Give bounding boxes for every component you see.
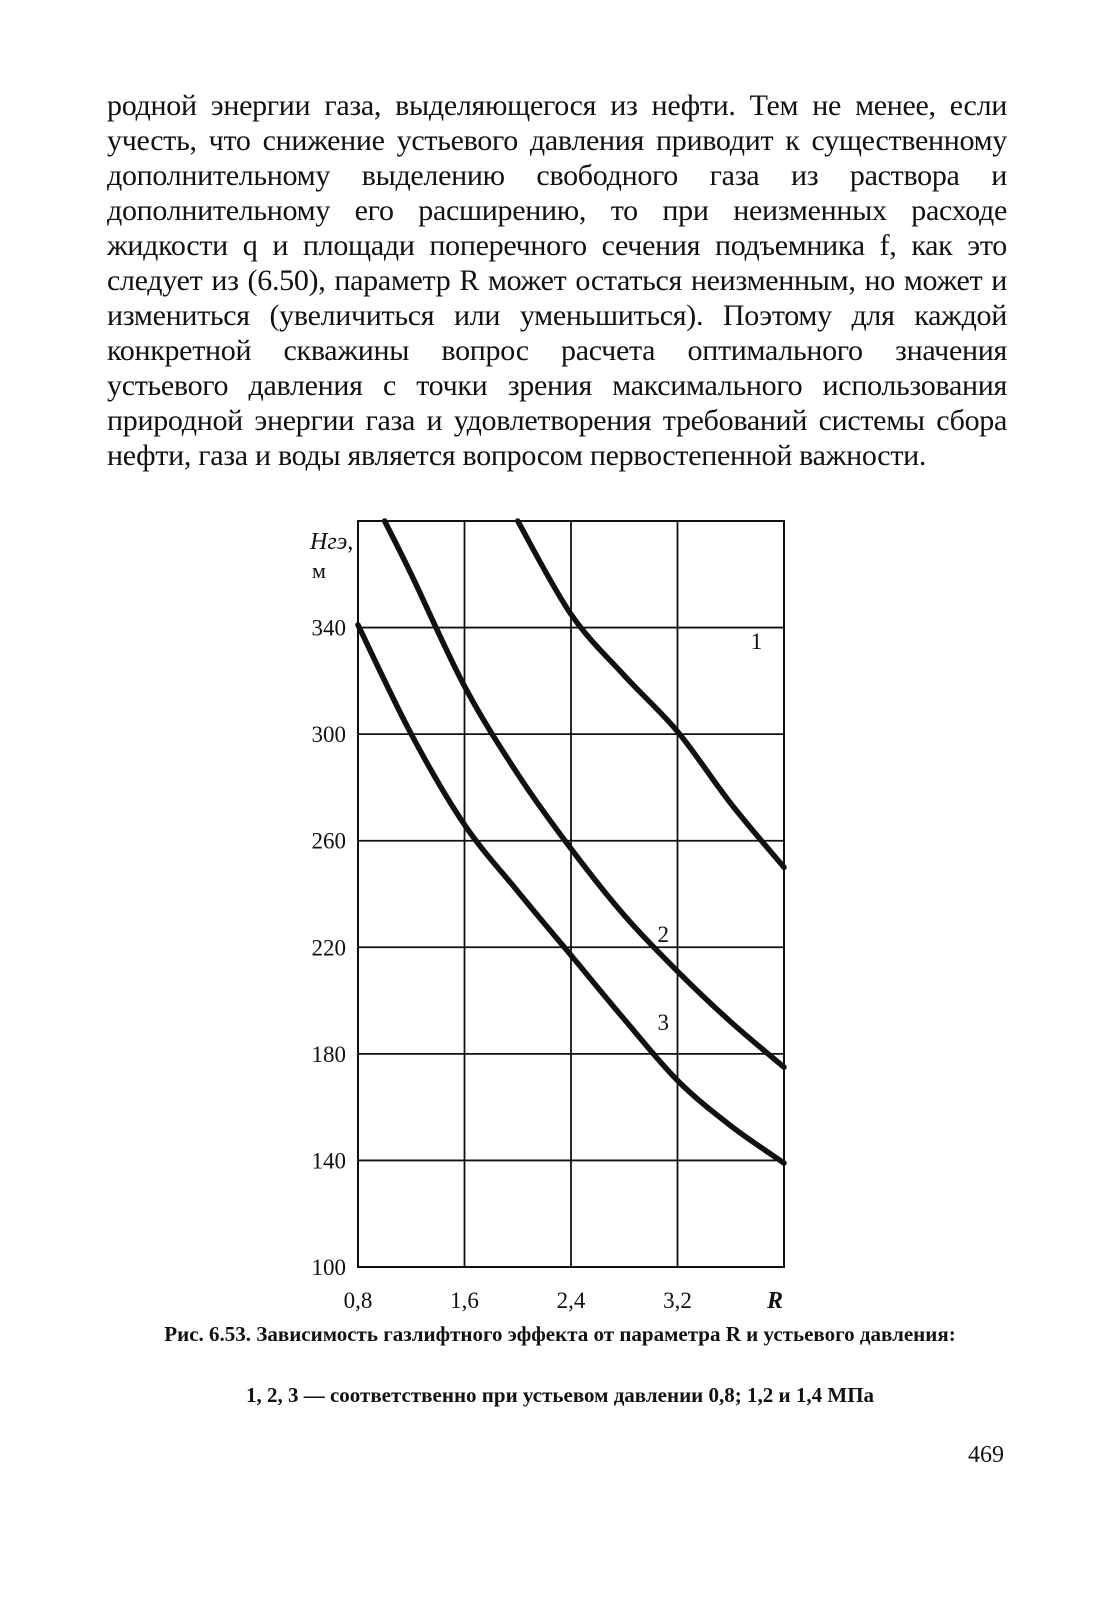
figure-caption-legend: 1, 2, 3 — соответственно при устьевом давлении 0,8; 1,2 и 1,4 МПа — [245, 1383, 875, 1407]
y-tick-label: 260 — [311, 828, 346, 854]
x-tick-label: 2,4 — [556, 1288, 586, 1313]
x-tick-label: 3,2 — [663, 1288, 692, 1313]
y-tick-label: 340 — [311, 615, 346, 641]
series-label-1: 1 — [750, 628, 763, 654]
y-axis-label: Hгэ, — [310, 529, 354, 555]
x-tick-label: 0,8 — [343, 1288, 373, 1313]
x-tick-label: 1,6 — [450, 1288, 479, 1313]
y-tick-label: 100 — [311, 1255, 346, 1280]
x-axis-label: R — [766, 1288, 784, 1314]
series-label-2: 2 — [657, 921, 670, 947]
y-tick-label: 180 — [311, 1041, 346, 1067]
y-axis-unit: м — [312, 558, 326, 583]
y-tick-label: 300 — [311, 722, 346, 748]
series-curve-1 — [518, 521, 784, 867]
page-number: 469 — [968, 1442, 1004, 1468]
body-text: родной энергии газа, выделяющегося из нефти. Тем не менее, если учесть, что снижение устьевого давления приводит к существенному дополнительному выделению свободного газа из раствора и дополнительному его расширению, то при неизменных расходе жидкости q и площади поперечного сечения подъемника f, как это следует из (6.50), параметр R может остаться неизменным, но может и измениться (увеличиться или уменьшиться). Поэтому для каждой конкретной скважины вопрос расчета оптимального значения устьевого давления с точки зрения максимального использования природной энергии газа и удовлетворения требований системы сбора нефти, газа и воды является вопросом первостепенной важности. — [107, 89, 1007, 472]
series-label-3: 3 — [657, 1009, 670, 1035]
figure-caption-title: Рис. 6.53. Зависимость газлифтного эффекта от параметра R и устьевого давления: — [164, 1322, 956, 1346]
y-tick-label: 140 — [311, 1148, 346, 1174]
y-tick-label: 220 — [311, 935, 346, 961]
